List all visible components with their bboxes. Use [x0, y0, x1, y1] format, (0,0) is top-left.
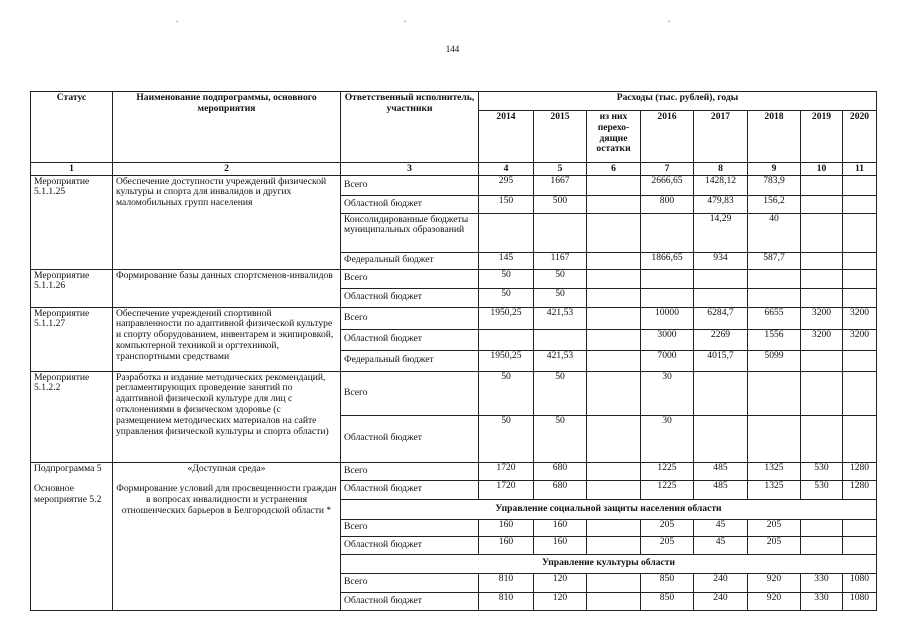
amount-cell: 10000	[641, 307, 694, 329]
amount-cell: 1225	[641, 480, 694, 499]
table-row	[31, 307, 877, 329]
header-year: 2018	[748, 111, 801, 163]
row-status: Мероприятие 5.1.1.27	[31, 307, 113, 371]
amount-cell: 1428,12	[694, 175, 748, 195]
row-name: Формирование базы данных спортсменов-инвалидов	[113, 269, 341, 307]
amount-cell: 120	[534, 592, 587, 610]
amount-cell: 3200	[843, 307, 877, 329]
amount-cell: 40	[748, 213, 801, 252]
amount-cell	[587, 195, 641, 213]
amount-cell: 934	[694, 252, 748, 269]
scan-dot: .	[176, 14, 179, 24]
amount-cell: 240	[694, 573, 748, 592]
amount-cell: 3200	[801, 307, 843, 329]
funding-source: Федеральный бюджет	[341, 350, 479, 371]
group-title: Управление культуры области	[341, 554, 877, 573]
amount-cell: 920	[748, 573, 801, 592]
amount-cell: 45	[694, 519, 748, 536]
funding-source: Областной бюджет	[341, 536, 479, 554]
amount-cell	[694, 269, 748, 288]
amount-cell: 330	[801, 573, 843, 592]
amount-cell: 1325	[748, 480, 801, 499]
amount-cell	[748, 415, 801, 462]
row-status: Мероприятие 5.1.1.25	[31, 175, 113, 269]
amount-cell	[587, 350, 641, 371]
amount-cell: 6284,7	[694, 307, 748, 329]
amount-cell: 1325	[748, 462, 801, 480]
subprogram-status-event: Основное мероприятие 5.2	[34, 483, 102, 506]
amount-cell: 50	[479, 269, 534, 288]
amount-cell: 160	[534, 536, 587, 554]
funding-source: Областной бюджет	[341, 480, 479, 499]
amount-cell	[694, 288, 748, 307]
row-name: Разработка и издание методических рекомендаций, регламентирующих проведение занятий по адаптивной физической культуре для лиц с отклонениями в физическом здоровье (с размещением методических материалов на сайте управления физической культуры и спорта области)	[113, 371, 341, 462]
amount-cell: 1720	[479, 462, 534, 480]
amount-cell: 205	[748, 536, 801, 554]
page-number: 144	[445, 44, 460, 54]
amount-cell: 205	[641, 519, 694, 536]
amount-cell	[534, 213, 587, 252]
funding-source: Федеральный бюджет	[341, 252, 479, 269]
amount-cell: 30	[641, 415, 694, 462]
amount-cell	[801, 213, 843, 252]
column-number: 3	[341, 163, 479, 176]
amount-cell: 50	[534, 269, 587, 288]
funding-source: Областной бюджет	[341, 288, 479, 307]
amount-cell	[587, 415, 641, 462]
amount-cell: 850	[641, 592, 694, 610]
funding-source: Всего	[341, 269, 479, 288]
amount-cell: 2269	[694, 329, 748, 350]
amount-cell	[748, 371, 801, 415]
group-title: Управление социальной защиты населения области	[341, 499, 877, 519]
amount-cell: 50	[479, 371, 534, 415]
funding-source: Всего	[341, 573, 479, 592]
amount-cell: 1950,25	[479, 307, 534, 329]
amount-cell: 3000	[641, 329, 694, 350]
column-number: 5	[534, 163, 587, 176]
amount-cell	[801, 195, 843, 213]
amount-cell	[843, 252, 877, 269]
amount-cell: 295	[479, 175, 534, 195]
funding-source: Областной бюджет	[341, 592, 479, 610]
amount-cell	[801, 519, 843, 536]
column-number: 7	[641, 163, 694, 176]
funding-source: Областной бюджет	[341, 195, 479, 213]
amount-cell	[843, 536, 877, 554]
table-row	[31, 269, 877, 288]
amount-cell: 3200	[801, 329, 843, 350]
table-row	[31, 175, 877, 195]
amount-cell	[587, 462, 641, 480]
amount-cell	[801, 415, 843, 462]
amount-cell: 1667	[534, 175, 587, 195]
subprogram-status-main: Подпрограмма 5	[34, 462, 102, 474]
amount-cell: 45	[694, 536, 748, 554]
column-number: 10	[801, 163, 843, 176]
amount-cell: 50	[534, 371, 587, 415]
amount-cell	[587, 592, 641, 610]
amount-cell	[587, 329, 641, 350]
amount-cell	[587, 371, 641, 415]
amount-cell	[587, 536, 641, 554]
amount-cell: 530	[801, 480, 843, 499]
amount-cell	[843, 269, 877, 288]
header-executor: Ответственный исполнитель, участники	[341, 92, 479, 163]
amount-cell: 7000	[641, 350, 694, 371]
header-year: 2014	[479, 111, 534, 163]
amount-cell	[641, 288, 694, 307]
amount-cell: 587,7	[748, 252, 801, 269]
amount-cell	[748, 288, 801, 307]
header-year: 2019	[801, 111, 843, 163]
amount-cell: 150	[479, 195, 534, 213]
amount-cell: 485	[694, 480, 748, 499]
funding-source: Всего	[341, 175, 479, 195]
amount-cell: 156,2	[748, 195, 801, 213]
amount-cell	[801, 371, 843, 415]
amount-cell: 1280	[843, 480, 877, 499]
amount-cell: 1950,25	[479, 350, 534, 371]
amount-cell: 1720	[479, 480, 534, 499]
amount-cell	[587, 573, 641, 592]
amount-cell	[587, 175, 641, 195]
amount-cell: 850	[641, 573, 694, 592]
amount-cell: 680	[534, 462, 587, 480]
amount-cell	[694, 415, 748, 462]
column-number: 2	[113, 163, 341, 176]
subprogram-title: «Доступная среда»	[187, 462, 266, 474]
amount-cell: 500	[534, 195, 587, 213]
amount-cell	[843, 519, 877, 536]
header-year: 2015	[534, 111, 587, 163]
amount-cell	[801, 175, 843, 195]
header-year: 2016	[641, 111, 694, 163]
amount-cell: 330	[801, 592, 843, 610]
amount-cell: 1866,65	[641, 252, 694, 269]
amount-cell: 50	[479, 288, 534, 307]
amount-cell: 421,53	[534, 350, 587, 371]
amount-cell: 160	[479, 536, 534, 554]
amount-cell: 120	[534, 573, 587, 592]
column-number: 11	[843, 163, 877, 176]
column-number: 1	[31, 163, 113, 176]
amount-cell: 421,53	[534, 307, 587, 329]
amount-cell	[587, 480, 641, 499]
amount-cell: 1280	[843, 462, 877, 480]
amount-cell	[843, 175, 877, 195]
funding-source: Областной бюджет	[341, 329, 479, 350]
header-year: 2017	[694, 111, 748, 163]
amount-cell: 50	[534, 288, 587, 307]
amount-cell: 1080	[843, 573, 877, 592]
amount-cell	[801, 252, 843, 269]
amount-cell	[587, 519, 641, 536]
amount-cell	[587, 307, 641, 329]
amount-cell: 14,29	[694, 213, 748, 252]
amount-cell	[801, 536, 843, 554]
amount-cell	[843, 415, 877, 462]
amount-cell: 810	[479, 573, 534, 592]
amount-cell: 1167	[534, 252, 587, 269]
amount-cell	[801, 269, 843, 288]
amount-cell: 50	[479, 415, 534, 462]
amount-cell: 3200	[843, 329, 877, 350]
amount-cell: 160	[534, 519, 587, 536]
amount-cell: 145	[479, 252, 534, 269]
table-row	[31, 371, 877, 415]
funding-source: Всего	[341, 462, 479, 480]
amount-cell	[587, 213, 641, 252]
amount-cell: 680	[534, 480, 587, 499]
column-number: 6	[587, 163, 641, 176]
row-status: Мероприятие 5.1.1.26	[31, 269, 113, 307]
column-number: 8	[694, 163, 748, 176]
budget-table	[30, 91, 877, 611]
funding-source: Всего	[341, 307, 479, 329]
amount-cell	[843, 371, 877, 415]
funding-source: Консолидированные бюджеты муниципальных образований	[341, 213, 479, 252]
amount-cell	[587, 252, 641, 269]
amount-cell	[641, 269, 694, 288]
amount-cell	[694, 371, 748, 415]
amount-cell: 30	[641, 371, 694, 415]
amount-cell	[801, 288, 843, 307]
column-number: 9	[748, 163, 801, 176]
amount-cell: 530	[801, 462, 843, 480]
amount-cell	[641, 213, 694, 252]
amount-cell	[843, 195, 877, 213]
table-row	[31, 462, 877, 480]
amount-cell: 1225	[641, 462, 694, 480]
amount-cell: 5099	[748, 350, 801, 371]
amount-cell: 205	[748, 519, 801, 536]
funding-source: Всего	[341, 519, 479, 536]
header-expenses: Расходы (тыс. рублей), годы	[479, 92, 877, 111]
amount-cell: 1080	[843, 592, 877, 610]
amount-cell	[843, 213, 877, 252]
scan-dot: .	[668, 14, 671, 24]
amount-cell	[587, 288, 641, 307]
amount-cell: 479,83	[694, 195, 748, 213]
scan-dot: .	[404, 14, 407, 24]
header-name: Наименование подпрограммы, основного мероприятия	[113, 92, 341, 163]
header-carryover: из них перехо-дящие остатки	[587, 111, 641, 163]
amount-cell: 920	[748, 592, 801, 610]
amount-cell	[587, 269, 641, 288]
amount-cell: 50	[534, 415, 587, 462]
header-status: Статус	[31, 92, 113, 163]
row-status: Мероприятие 5.1.2.2	[31, 371, 113, 462]
amount-cell: 800	[641, 195, 694, 213]
amount-cell: 205	[641, 536, 694, 554]
row-name: Обеспечение доступности учреждений физической культуры и спорта для инвалидов и других маломобильных групп населения	[113, 175, 341, 269]
funding-source: Областной бюджет	[341, 415, 479, 462]
amount-cell	[801, 350, 843, 371]
row-name: Обеспечение учреждений спортивной направленности по адаптивной физической культуре и спорту оборудованием, инвентарем и экипировкой, компьютерной техникой и оргтехникой, транспортными средствами	[113, 307, 341, 371]
subprogram-event-name: Формирование условий для просвещенности граждан в вопросах инвалидности и устранения отношенческих барьеров в Белгородской области *	[116, 483, 337, 517]
subprogram-name	[113, 462, 341, 610]
amount-cell	[843, 350, 877, 371]
amount-cell: 1556	[748, 329, 801, 350]
amount-cell	[534, 329, 587, 350]
amount-cell	[479, 213, 534, 252]
column-number: 4	[479, 163, 534, 176]
subprogram-status	[31, 462, 113, 610]
amount-cell	[843, 288, 877, 307]
amount-cell: 2666,65	[641, 175, 694, 195]
header-year: 2020	[843, 111, 877, 163]
amount-cell	[748, 269, 801, 288]
funding-source: Всего	[341, 371, 479, 415]
amount-cell: 240	[694, 592, 748, 610]
amount-cell	[479, 329, 534, 350]
amount-cell: 6655	[748, 307, 801, 329]
amount-cell: 160	[479, 519, 534, 536]
amount-cell: 810	[479, 592, 534, 610]
amount-cell: 4015,7	[694, 350, 748, 371]
amount-cell: 783,9	[748, 175, 801, 195]
amount-cell: 485	[694, 462, 748, 480]
